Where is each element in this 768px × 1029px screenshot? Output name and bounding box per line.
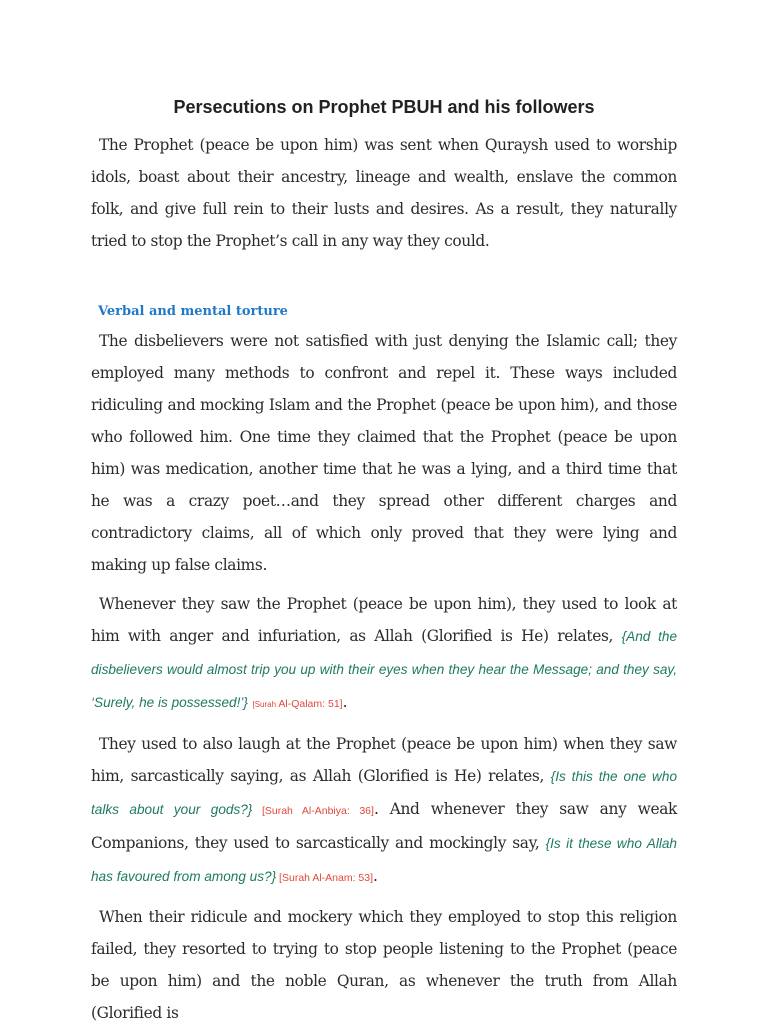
document-title: Persecutions on Prophet PBUH and his followers [173,97,595,117]
paragraph-text: . And whenever they saw any weak Companions, they used to sarcastically and mockingly say, [91,800,678,852]
paragraph-stop-listening: When their ridicule and mockery which they employed to stop this religion failed, they resorted to trying to stop people listening to the Prophet (peace be upon him) and the noble Quran, as whenever the truth from Allah (Glorified is [91,908,677,1022]
paragraph-text: They used to also laugh at the Prophet (peace be upon him) when they saw him, sarcastically saying, as Allah (Glorified is He) relates, [91,735,677,785]
paragraph-end: . [342,693,348,711]
paragraph-laughing [91,728,677,894]
quran-verse: {Is it these who Allah has favoured from among us?} [91,836,677,884]
paragraph-end: . [373,867,378,885]
verse-reference [252,698,342,710]
verse-reference: [Surah Al-Anam: 53] [276,872,374,884]
paragraph-looks-of-anger [91,588,677,721]
verse-reference: [Surah Al-Anbiya: 36] [252,805,374,817]
intro-paragraph: The Prophet (peace be upon him) was sent when Quraysh used to worship idols, boast about their ancestry, lineage and wealth, enslave the common folk, and give full rein to their lusts and desires. As a result, they naturally tried to stop the Prophet’s call in any way they could. [91,136,677,250]
quran-verse: {Is this the one who talks about your gods?} [91,769,677,817]
paragraph-verbal-torture: The disbelievers were not satisfied with just denying the Islamic call; they employed many methods to confront and repel it. These ways included ridiculing and mocking Islam and the Prophet (peace be upon him), and those who followed him. One time they claimed that the Prophet (peace be upon him) was medication, another time that he was a lying, and a third time that he was a crazy poet…and they spread other different charges and contradictory claims, all of which only proved that they were lying and making up false claims. [91,332,677,574]
section-heading: Verbal and mental torture [98,304,288,319]
verse-reference-prefix: [Surah [252,700,277,709]
verse-reference-detail: Al-Qalam: 51] [276,698,343,710]
paragraph-text: Whenever they saw the Prophet (peace be upon him), they used to look at him with anger and infuriation, as Allah (Glorified is He) relates, [91,595,677,645]
quran-verse: {And the disbelievers would almost trip you up with their eyes when they hear the Message; and they say, ‘Surely, he is possessed!’} [91,629,678,710]
